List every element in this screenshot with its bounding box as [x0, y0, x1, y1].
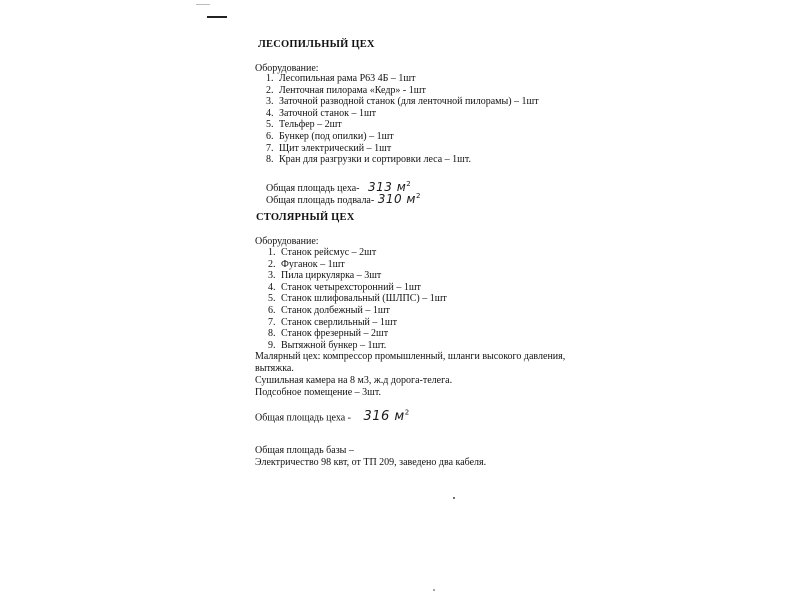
list-item: 1. Станок рейсмус – 2шт: [268, 247, 377, 258]
scan-artifact: [196, 4, 210, 5]
sawmill-equipment-list: [266, 73, 539, 166]
list-item: 4. Заточной станок – 1шт: [266, 107, 377, 119]
carpentry-area-line: [255, 407, 410, 424]
carpentry-area-label: Общая площадь цеха -: [255, 412, 351, 424]
scan-speck: [453, 497, 455, 499]
list-item: 7. Щит электрический – 1шт: [266, 142, 392, 154]
handwritten-area-value: 313 $м^2$: [367, 180, 412, 194]
paint-shop-line-1: Малярный цех: компрессор промышленный, шланги высокого давления,: [255, 351, 566, 362]
carpentry-equipment-list: [268, 247, 447, 351]
list-item: 1. Лесопильная рама Р63 4Б – 1шт: [266, 73, 416, 84]
list-item: 8. Кран для разгрузки и сортировки леса – 1шт.: [266, 154, 471, 166]
handwritten-basement-value: 310 $м^2$: [377, 192, 421, 206]
list-item: 5. Станок шлифовальный (ШЛПС) – 1шт: [268, 293, 447, 305]
electricity-line: Электричество 98 квт, от ТП 209, заведено два кабеля.: [255, 457, 487, 468]
list-item: 5. Тельфер – 2шт: [266, 119, 342, 131]
scan-mark: [207, 16, 227, 18]
list-item: 2. Фуганок – 1шт: [268, 258, 345, 270]
utility-rooms-line: Подсобное помещение – 3шт.: [255, 387, 381, 398]
list-item: 6. Бункер (под опилки) – 1шт: [266, 130, 394, 142]
section-title-carpentry: СТОЛЯРНЫЙ ЦЕХ: [256, 212, 355, 223]
equipment-label: Оборудование:: [255, 236, 319, 247]
basement-area-line: [266, 190, 421, 207]
paint-shop-line-2: вытяжка.: [255, 363, 294, 374]
basement-area-label: Общая площадь подвала-: [266, 195, 375, 206]
equipment-label: Оборудование:: [255, 63, 319, 74]
list-item: 4. Станок четырехсторонний – 1шт: [268, 281, 421, 293]
list-item: 7. Станок сверлильный – 1шт: [268, 316, 397, 328]
list-item: 2. Ленточная пилорама «Кедр» - 1шт: [266, 84, 426, 96]
section-title-sawmill: ЛЕСОПИЛЬНЫЙ ЦЕХ: [258, 39, 375, 50]
list-item: 3. Пила циркулярка – 3шт: [268, 270, 382, 282]
scan-speck: [433, 589, 435, 591]
list-item: 3. Заточной разводной станок (для ленточной пилорамы) – 1шт: [266, 96, 539, 108]
list-item: 8. Станок фрезерный – 2шт: [268, 328, 389, 340]
handwritten-carpentry-area: 316 $м^2$: [363, 409, 410, 425]
base-area-line: Общая площадь базы –: [255, 445, 354, 456]
list-item: 6. Станок долбежный – 1шт: [268, 304, 390, 316]
list-item: 9. Вытяжной бункер – 1шт.: [268, 339, 387, 351]
workshop-area-label: Общая площадь цеха-: [266, 183, 360, 194]
drying-chamber-line: Сушильная камера на 8 м3, ж.д дорога-телега.: [255, 375, 453, 386]
